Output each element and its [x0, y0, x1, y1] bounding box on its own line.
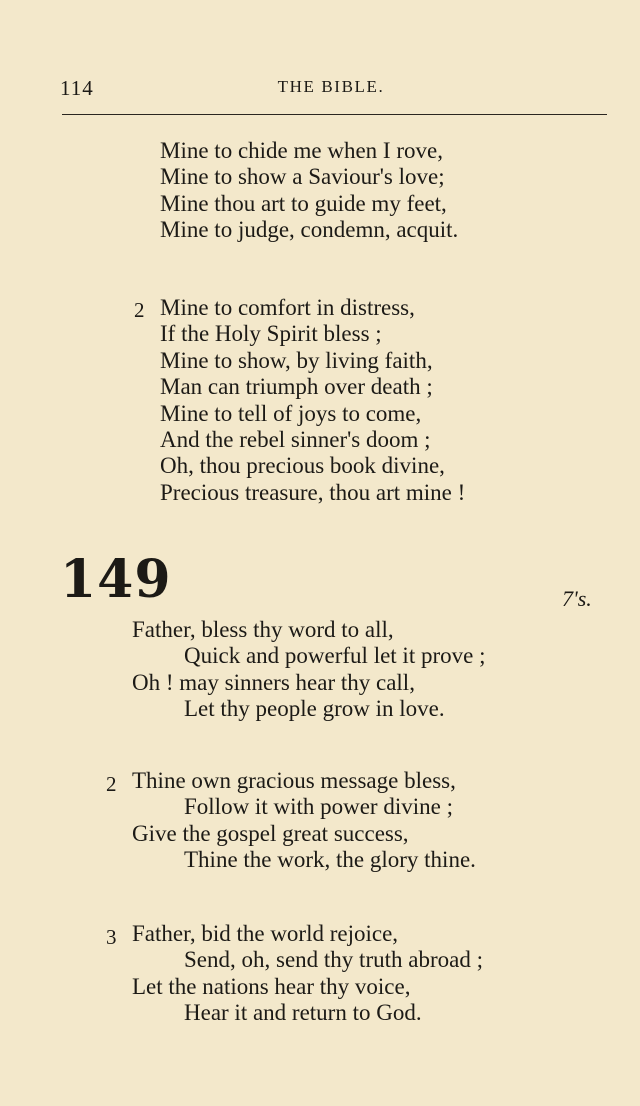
verse-line: Father, bless thy word to all,	[132, 617, 394, 642]
verse-line: Oh ! may sinners hear thy call,	[132, 669, 415, 695]
verse-line: Let the nations hear thy voice,	[132, 973, 411, 999]
stanza-number: 3	[106, 925, 117, 949]
verse-line: Follow it with power divine ;	[184, 794, 453, 820]
verse-line: Oh, thou precious book divine,	[160, 453, 445, 479]
verse-line: Mine to tell of joys to come,	[160, 400, 422, 426]
verse-line: Mine to judge, condemn, acquit.	[160, 217, 459, 243]
verse-line: If the Holy Spirit bless ;	[160, 321, 382, 347]
verse-line: And the rebel sinner's doom ;	[160, 427, 431, 453]
page-number: 114	[60, 76, 94, 100]
verse-line: Precious treasure, thou art mine !	[160, 479, 466, 505]
verse-line: Mine to comfort in distress,	[160, 295, 415, 320]
header-rule	[62, 114, 607, 115]
continuation-stanza	[160, 138, 458, 244]
hymn-stanza-2	[132, 768, 476, 874]
verse-line: Quick and powerful let it prove ;	[184, 643, 486, 669]
verse-line: Let thy people grow in love.	[184, 696, 445, 722]
verse-line: Father, bid the world rejoice,	[132, 921, 399, 946]
hymn-stanza-1	[132, 617, 485, 723]
verse-line: Mine to show, by living faith,	[160, 347, 433, 373]
verse-line: Give the gospel great success,	[132, 820, 409, 846]
verse-line: Thine the work, the glory thine.	[184, 847, 476, 873]
verse-line: Mine to chide me when I rove,	[160, 138, 443, 163]
hymn-number: 149	[60, 549, 172, 610]
running-header-title: THE BIBLE.	[277, 77, 385, 96]
verse-line: Thine own gracious message bless,	[132, 768, 456, 793]
stanza-number: 2	[134, 298, 145, 322]
verse-line: Send, oh, send thy truth abroad ;	[184, 947, 483, 973]
verse-line: Hear it and return to God.	[184, 1000, 422, 1026]
hymn-meter: 7's.	[562, 586, 592, 611]
verse-line: Mine thou art to guide my feet,	[160, 190, 447, 216]
hymn-stanza-3	[132, 921, 483, 1027]
verse-line: Mine to show a Saviour's love;	[160, 164, 445, 190]
continuation-stanza-2	[160, 295, 465, 506]
stanza-number: 2	[106, 772, 117, 796]
verse-line: Man can triumph over death ;	[160, 374, 433, 400]
